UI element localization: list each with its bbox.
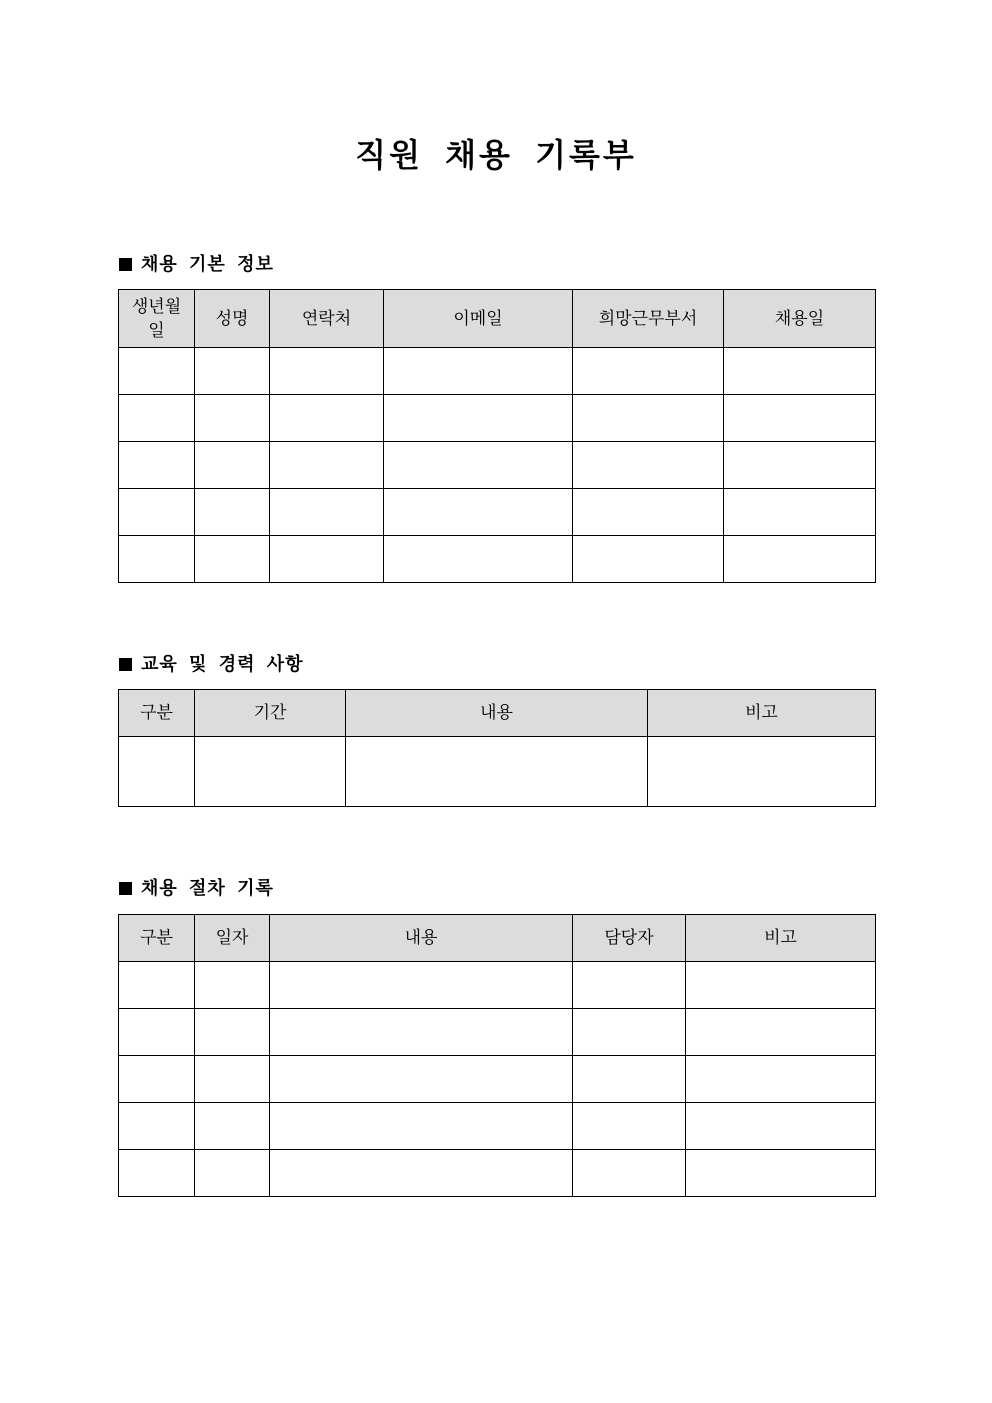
table-cell[interactable]: [573, 348, 724, 395]
table-cell[interactable]: [119, 489, 195, 536]
table-cell[interactable]: [384, 536, 573, 583]
table-cell[interactable]: [270, 1056, 573, 1103]
table-cell[interactable]: [119, 737, 195, 807]
section-heading-procedure: [119, 877, 274, 901]
column-header-contact: 연락처: [270, 290, 384, 348]
table-cell[interactable]: [270, 395, 384, 442]
table-cell[interactable]: [195, 348, 270, 395]
table-cell[interactable]: [384, 489, 573, 536]
table-cell[interactable]: [384, 395, 573, 442]
column-header-email: 이메일: [384, 290, 573, 348]
basic-info-table: [118, 289, 876, 583]
table-cell[interactable]: [573, 442, 724, 489]
hiring-procedure-table: [118, 914, 876, 1197]
table-row: [119, 1103, 876, 1150]
table-row: [119, 536, 876, 583]
table-cell[interactable]: [573, 1009, 686, 1056]
column-header-birthdate: 생년월일: [119, 290, 195, 348]
table-cell[interactable]: [119, 1103, 195, 1150]
column-header-category: 구분: [119, 690, 195, 737]
table-cell[interactable]: [119, 1056, 195, 1103]
square-bullet-icon: [119, 658, 132, 671]
table-cell[interactable]: [346, 737, 648, 807]
table-cell[interactable]: [119, 395, 195, 442]
table-cell[interactable]: [195, 536, 270, 583]
column-header-desired-department: 희망근무부서: [573, 290, 724, 348]
column-header-hire-date: 채용일: [724, 290, 876, 348]
column-header-content: 내용: [346, 690, 648, 737]
table-cell[interactable]: [648, 737, 876, 807]
column-header-period: 기간: [195, 690, 346, 737]
table-cell[interactable]: [573, 1103, 686, 1150]
table-cell[interactable]: [686, 1103, 876, 1150]
section-heading-education: [119, 653, 304, 677]
table-row: [119, 1009, 876, 1056]
table-row: [119, 1150, 876, 1197]
education-career-table: [118, 689, 876, 807]
table-cell[interactable]: [119, 348, 195, 395]
table-cell[interactable]: [686, 1009, 876, 1056]
table-cell[interactable]: [119, 1009, 195, 1056]
table-cell[interactable]: [270, 442, 384, 489]
table-cell[interactable]: [573, 489, 724, 536]
section-heading-procedure-label: 채용 절차 기록: [141, 878, 274, 899]
column-header-remarks: 비고: [686, 915, 876, 962]
section-heading-education-label: 교육 및 경력 사항: [141, 654, 304, 675]
table-row: [119, 962, 876, 1009]
column-header-category: 구분: [119, 915, 195, 962]
table-cell[interactable]: [573, 395, 724, 442]
table-cell[interactable]: [270, 1150, 573, 1197]
table-cell[interactable]: [573, 962, 686, 1009]
table-cell[interactable]: [686, 1056, 876, 1103]
table-header-row: [119, 915, 876, 962]
table-cell[interactable]: [573, 1150, 686, 1197]
square-bullet-icon: [119, 258, 132, 271]
table-cell[interactable]: [270, 536, 384, 583]
table-cell[interactable]: [119, 1150, 195, 1197]
table-cell[interactable]: [119, 536, 195, 583]
table-cell[interactable]: [195, 1056, 270, 1103]
table-cell[interactable]: [270, 489, 384, 536]
table-row: [119, 348, 876, 395]
table-cell[interactable]: [195, 962, 270, 1009]
document-title: 직원 채용 기록부: [355, 136, 637, 174]
square-bullet-icon: [119, 882, 132, 895]
table-row: [119, 442, 876, 489]
table-cell[interactable]: [384, 348, 573, 395]
table-cell[interactable]: [724, 442, 876, 489]
table-header-row: [119, 290, 876, 348]
table-cell[interactable]: [195, 1150, 270, 1197]
table-row: [119, 1056, 876, 1103]
section-heading-basic: [119, 253, 274, 277]
table-cell[interactable]: [195, 489, 270, 536]
table-cell[interactable]: [195, 737, 346, 807]
table-cell[interactable]: [686, 962, 876, 1009]
column-header-remarks: 비고: [648, 690, 876, 737]
table-cell[interactable]: [573, 1056, 686, 1103]
table-row: [119, 395, 876, 442]
column-header-person-in-charge: 담당자: [573, 915, 686, 962]
table-cell[interactable]: [384, 442, 573, 489]
table-row: [119, 489, 876, 536]
section-heading-basic-label: 채용 기본 정보: [141, 254, 274, 275]
table-cell[interactable]: [724, 395, 876, 442]
table-cell[interactable]: [270, 348, 384, 395]
table-cell[interactable]: [724, 348, 876, 395]
table-cell[interactable]: [195, 1009, 270, 1056]
table-cell[interactable]: [195, 1103, 270, 1150]
column-header-name: 성명: [195, 290, 270, 348]
column-header-date: 일자: [195, 915, 270, 962]
table-cell[interactable]: [270, 1009, 573, 1056]
table-cell[interactable]: [724, 489, 876, 536]
table-row: [119, 737, 876, 807]
table-cell[interactable]: [119, 962, 195, 1009]
table-cell[interactable]: [119, 442, 195, 489]
table-cell[interactable]: [724, 536, 876, 583]
table-header-row: [119, 690, 876, 737]
column-header-content: 내용: [270, 915, 573, 962]
table-cell[interactable]: [573, 536, 724, 583]
table-cell[interactable]: [195, 395, 270, 442]
table-cell[interactable]: [270, 1103, 573, 1150]
table-cell[interactable]: [686, 1150, 876, 1197]
table-cell[interactable]: [195, 442, 270, 489]
table-cell[interactable]: [270, 962, 573, 1009]
